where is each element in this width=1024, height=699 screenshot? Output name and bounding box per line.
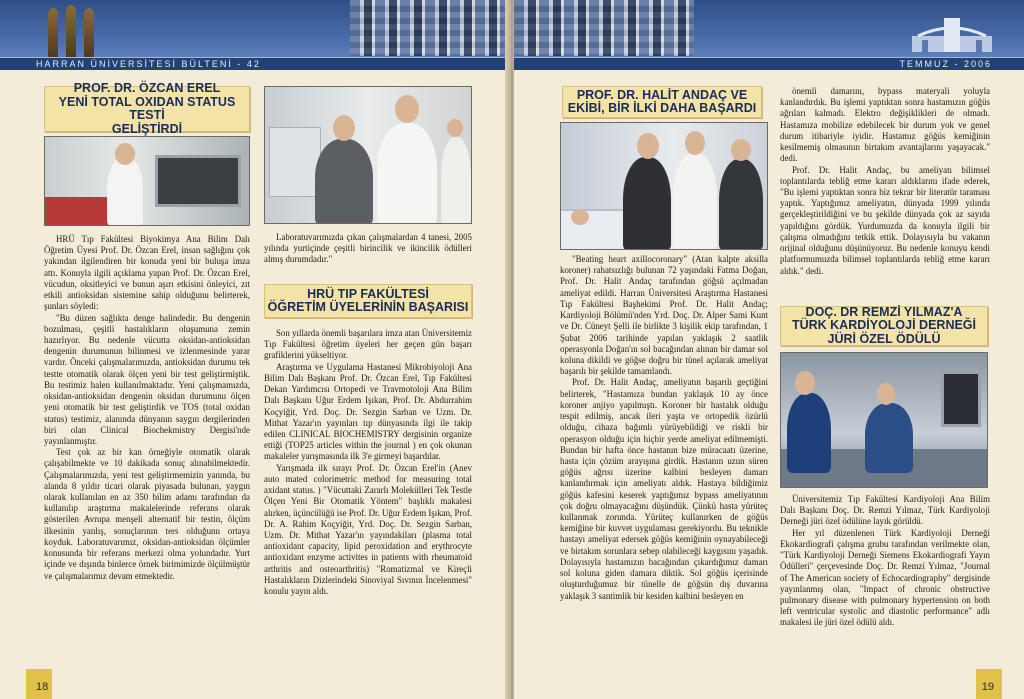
left-header-banner [0, 0, 510, 70]
paragraph: "Bu düzen sağlıkta denge halindedir. Bu dengenin bozulması, çeşitli hastalıkların oluşumuna zemin hazırlıyor. Bu nedenle vücutta oksidan-antioksidan dengenin durumunun bilinmesi ve izlenmesinde yarar vardır. Önceki çalışmalarımızda, antioksidan durumu tek testte otomatik olarak ölçen yeni bir test geliştirmiştik. Bu testimiz halen kullanılmaktadır. Yeni çalışmamızda, oksidan-antioksidan dengenin oksidan durumunu ölçen yeni otomatik bir test geliştirdik ve TOS (total oxidan status) testimiz, alanında dünyanın saygın dergilerinden biri olan Clinical Biochekmistry Dergisi'nde yayınlanmıştır. [44, 312, 250, 446]
article-title-yilmaz [780, 306, 988, 346]
person-head [731, 139, 751, 161]
title-line: PROF. DR. HALİT ANDAÇ VE [576, 87, 748, 102]
lab-bench [45, 197, 115, 226]
photo-yilmaz-echo [780, 352, 988, 488]
person-head [877, 383, 895, 405]
person-head [333, 115, 355, 141]
title-line: JÜRİ ÖZEL ÖDÜLÜ [827, 331, 941, 346]
paragraph: Son yıllarda önemli başarılara imza atan Üniversitemiz Tıp Fakültesi öğretim üyeleri her geçen gün başarı grafiklerini yükseltiyor. [264, 328, 472, 361]
paragraph: Prof. Dr. Halit Andaç, ameliyatın başarılı geçtiğini belirterek, "Hastamıza bundan yaklaşık 10 ay önce koroner anjiyo yapılmıştı. Koroner bir hastalık olduğu tespit edilmiş, ancak ileri yaşta ve ortopedik özürlü olduğu, cihaza bağımlı yürüyebildiği ve riskli bir operasyon olduğu için hiçbir yerde ameliyat edilmemişti. Bundan bir hafta önce hastanın bize müracaatı üzerine, hasta için çözüm arayışına girdik. Hastanın uzun süren göğüs ağrısı üzerine kalbini besleyen damarı kanlandırmak için ameliyatı aldık. Hastaya bildiğimiz göğüs kafesini keserek yaptığımız bypass ameliyatının çok doğru olmayacağını düşündük. Çünkü hasta yürüteç kullanmak zorunda. Yürüteç kullanırken de göğüs kemiğine bir kuvvet uygulaması gerekiyordu. Bu teknikle hastayı ameliyat edersek göğüs kemiğinin oynayabileceği ve birtakım sorunlara sebep olabileceği kaygısını yaşadık. Dolayısıyla hastamızın bacağından çıkardığımız damarı sol koluna giden damara diktik. Sol göğüs içerisinde oluşturduğumuz bir tünelle de göğsün dış duvarına yaklaşık 3 santimlik bir kesiden kalbini besleyen en [560, 377, 768, 601]
person-head [447, 119, 463, 137]
lab-analyzer [155, 155, 241, 207]
statue-figure [66, 5, 76, 59]
paragraph: Laboratuvarımızda çıkan çalışmalardan 4 tanesi, 2005 yılında yurtiçinde çeşitli birincilik ve ikincilik ödülleri almış durumdadır." [264, 232, 472, 265]
title-line: EKİBİ, BİR İLKİ DAHA BAŞARDI [567, 101, 757, 115]
paragraph: Test çok az bir kan örneğiyle otomatik olarak çalışabilmekte ve 10 dakikada sonuç alınabilmektedir. Çalışmalarımızda, yeni test geliştirmemizin yanında, bu alanda 8 yıldır ticari olarak piyasada bulunan, yaygın olarak kullanılan en az 350 bilim adamı tarafından da kullanılıp araştırma makalelerinde referans olarak gösterilen Avrupa menşeli alternatif bir testin, ölçüm ilkesinin yanlış, sonuçlarının ters olduğunu ortaya koyduk. Laboratuvarımız, oksidan-antioksidan ölçümler konusunda bir referans merkezi olma yolundadır. Yurt içinde ve dışında binlerce örnek birimimizde ölçülmüştür ve çalışmalarımız devam etmektedir. [44, 447, 250, 581]
issue-date: TEMMUZ - 2006 [899, 59, 992, 69]
photo-lab-erel [44, 136, 250, 226]
statue-figure [84, 8, 94, 58]
article-body-erel-col2 [264, 232, 472, 272]
title-line: PROF. DR. ÖZCAN EREL [73, 81, 221, 95]
person-head [685, 131, 705, 155]
right-page [514, 0, 1024, 699]
person-figure [315, 139, 373, 224]
paragraph: Prof. Dr. Halit Andaç, bu ameliyatı bilimsel toplantılarda tebliğ etme kararı aldıklarını ifade ederek, "Bu işlemi yaptıktan sonra biz tekrar bir literatür taraması yaptık. Yaptığımız ameliyatın, dünyada 1999 yılında gerçekleştirildiğini ve bu şekilde dünyada çok az sayıda yapıldığını gördük. Yurdumuzda da konuyla ilgili bir çalışma olmadığını tetkik ettik. Dolayısıyla bu vakanın orijinal olduğunu düşünüyoruz. Bu nedenle konuyu kendi platformumuzda bilimsel toplantılarda tebliğ etme kararı aldık." dedi. [780, 164, 990, 276]
person-figure [377, 123, 437, 224]
title-line: HRÜ TIP FAKÜLTESİ [307, 286, 429, 301]
article-body-andac-col2 [780, 86, 990, 300]
audience-photo-right [514, 0, 694, 56]
article-body-yilmaz [780, 494, 990, 684]
article-body-andac-col1 [560, 254, 768, 684]
page-number-left: 18 [36, 681, 49, 693]
person-figure [441, 137, 471, 224]
paragraph: Her yıl düzenlenen Türk Kardiyoloji Derneği Ekokardiografi çalışma grubu tarafından verilmekte olan, "Türk Kardiyoloji Derneği Siemens Ekokardiografi Yayın Ödülleri" çerçevesinde Doç. Dr. Remzi Yılmaz, "Journal of The American society of Echocardiography" dergisinde yayınlanmış olan, "Impact of chronic obstructive pulmonary disease with pulmonary hypertension on both left ventricular systolic and diastolic performance" adlı makalesi ile jüri özel ödülü aldı. [780, 527, 990, 628]
article-title-andac [562, 86, 762, 118]
article-body-erel-col1 [44, 234, 250, 674]
title-line: DOÇ. DR REMZİ YILMAZ'A [805, 304, 963, 319]
title-line: GELİŞTİRDİ [111, 121, 183, 136]
title-line: TÜRK KARDİYOLOJİ DERNEĞİ [791, 318, 977, 333]
photo-erel-team [264, 86, 472, 224]
article-title-erel [44, 81, 250, 136]
person-figure [623, 157, 671, 250]
lab-device [269, 127, 321, 197]
page-number-right: 19 [981, 681, 994, 693]
paragraph: önemli damarını, bypass materyali yoluyla kanlandırdık. Bu işlemi yaptıktan sonra hastamızın göğüs ağrıları kalmadı. Elektro değişiklikleri de olmadı. Hastamıza mobilize edebilecek bir durum yok ve genel durum itibariyle iyidir. Hastamız göğüs kemiğinin kesilmemiş olmasının birtakım avantajlarını yaşayacak." dedi. [780, 86, 990, 164]
paragraph: "Beating heart axillocoronary" (Atan kalpte aksilla koroner) rahatsızlığı bulunan 72 yaşındaki Fatma Doğan, Prof. Dr. Halit Andaç tarafından göğsü açılmadan ameliyat edildi. Harran Üniversitesi Araştırma Hastanesi Tıp Fakültesi Başhekimi Prof. Dr. Halit Andaç; Kardiyoloji Bölümü'nden Yrd. Doç. Dr. Alper Sami Kunt ve Dr. Cüneyt Şelli ile birlikte 3 kişilik ekip tarafından, 1 Şubat 2006 tarihinde yapılan yaklaşık 2 saatlik operasyonla Doğan'ın sol bacağından alınan bir damar sol koluna dikildi ve göğse doğru bir tünel açılarak ameliyat başarılı bir şekilde tamamlandı. [560, 254, 768, 377]
bulletin-title: HARRAN ÜNİVERSİTESİ BÜLTENİ - 42 [36, 59, 261, 69]
person-figure [787, 393, 831, 473]
person-head [795, 371, 815, 395]
photo-andac-team [560, 122, 768, 250]
person-figure [107, 157, 143, 226]
statue-figure [48, 8, 58, 58]
paragraph: HRÜ Tıp Fakültesi Biyokimya Ana Bilim Dalı Öğretim Üyesi Prof. Dr. Özcan Erel, insan sağlığını çok yakından ilgilendiren bir konuda yeni bir buluşa imza attı. Konuyla ilgili açıklama yapan Prof. Dr. Özcan Erel, vücudun, oksitleyici ve bunun aşırı etkisini önleyici, zıt etkili antioksidan sistemine sahip olduğunu belirterek, şunları söyledi: [44, 234, 250, 312]
title-line: ÖĞRETİM ÜYELERİNİN BAŞARISI [267, 300, 469, 314]
right-header-banner [514, 0, 1024, 70]
article-title-faculty-success [264, 284, 472, 318]
article-body-faculty-success [264, 328, 472, 678]
left-page [0, 0, 510, 699]
title-line: YENİ TOTAL OXIDAN STATUS TESTİ [58, 94, 236, 122]
paragraph: Yarışmada ilk sırayı Prof. Dr. Özcan Erel'in (Anev auto mated colorimetric method for measuring total axidant status. ) "Vücuttaki Zararlı Molekülleri Tek Testle Ölçen Yeni Bir Otomatik Yöntem" başlıklı makalesi alırken, üçüncülüğü ise Prof. Dr. Uğur Erdem Işıkan, Prof. Dr. A. Rahim Koçyiğit, Yrd. Doç. Dr. Sezgin Sarban, Uzm. Dr. Mithat Yazar'ın yayındakiları (plasma total antioxidant capacity, lipid peroxidation and erythrocyte antioxidant enzyme activites in patients with rheumatoid arthritis and osteoarthritis) "Romatizmal ve Kireçli Hastalıkların Dizlerindeki Sinoviyal Sıvının İncelenmesi" konulu yayın aldı. [264, 462, 472, 597]
echo-monitor [941, 371, 981, 427]
paragraph: Araştırma ve Uygulama Hastanesi Mikrobiyoloji Ana Bilim Dalı Başkanı Prof. Dr. Özcan Erel, Tıp Fakültesi Dekan Yardımcısı Ortopedi ve Travmotoloji Ana Bilim Dalı Başkanı Uğur Erdem Işıkan, Prof. Dr. Abdurrahim Koçyiğit, Yrd. Doç. Dr. Sezgin Sarban ve Uzm. Dr. Mithat Yazar'ın yayınları tıp dünyasında ilgi ile takip edilen CLINICAL BIOCHEMISTRY dergisinin organize ettiği (TOP25 articles within the journal ) en çok okunan makaleler yarışmasında ilk 3'e girmeyi başardılar. [264, 361, 472, 462]
person-figure [719, 159, 763, 250]
person-figure [673, 153, 717, 250]
patient-head [571, 209, 589, 225]
person-figure [865, 403, 913, 473]
person-head [395, 95, 419, 123]
audience-photo-left [350, 0, 510, 56]
person-head [115, 143, 135, 165]
person-head [637, 133, 659, 159]
university-building-icon [908, 14, 996, 54]
paragraph: Üniversitemiz Tıp Fakültesi Kardiyoloji Ana Bilim Dalı Başkanı Doç. Dr. Remzi Yılmaz, Türk Kardiyoloji Derneği jüri özel ödülüne layık görüldü. [780, 494, 990, 527]
